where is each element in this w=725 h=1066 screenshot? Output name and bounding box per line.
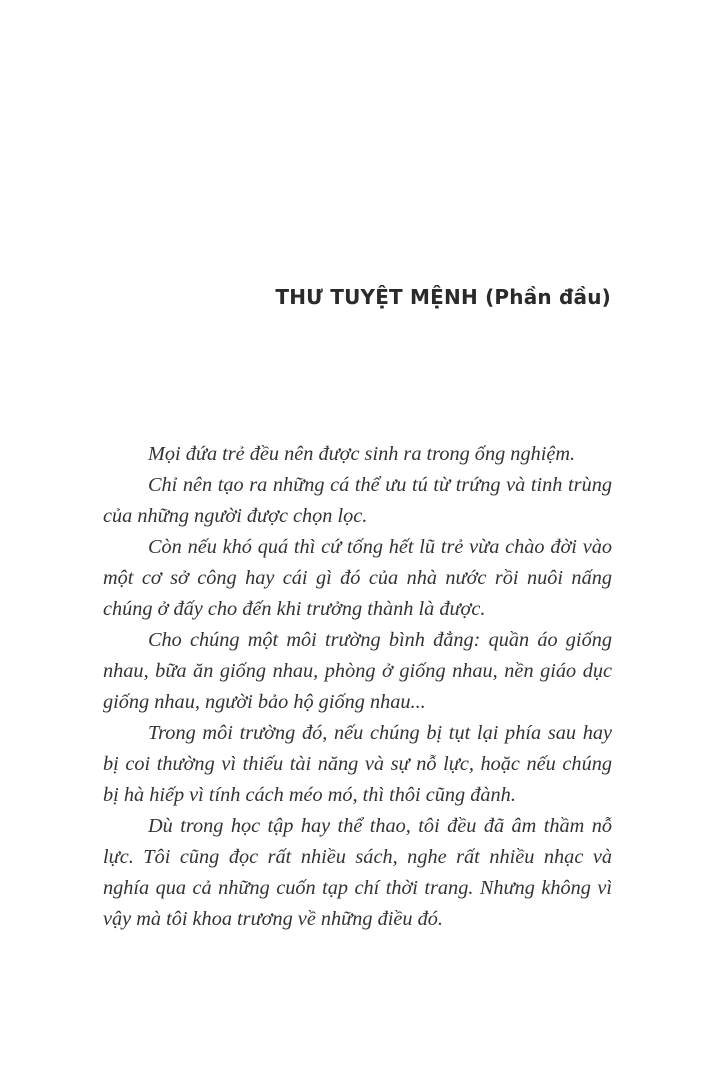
paragraph: Dù trong học tập hay thể thao, tôi đều đã âm thầm nỗ lực. Tôi cũng đọc rất nhiều sách, nghe rất nhiều nhạc và nghía qua cả những cuốn tạp chí thời trang. Nhưng không vì vậy mà tôi khoa trương về những điều đó. — [103, 815, 612, 930]
paragraph: Mọi đứa trẻ đều nên được sinh ra trong ống nghiệm. — [148, 443, 576, 465]
chapter-title: THƯ TUYỆT MỆNH (Phần đầu) — [275, 285, 611, 309]
body-text — [103, 439, 612, 935]
paragraph: Chỉ nên tạo ra những cá thể ưu tú từ trứng và tinh trùng của những người được chọn lọc. — [103, 474, 612, 527]
paragraph: Cho chúng một môi trường bình đẳng: quần áo giống nhau, bữa ăn giống nhau, phòng ở giống nhau, nền giáo dục giống nhau, người bảo hộ giống nhau... — [103, 629, 612, 713]
paragraph: Còn nếu khó quá thì cứ tống hết lũ trẻ vừa chào đời vào một cơ sở công hay cái gì đó của nhà nước rồi nuôi nấng chúng ở đấy cho đến khi trưởng thành là được. — [103, 536, 612, 620]
paragraph: Trong môi trường đó, nếu chúng bị tụt lại phía sau hay bị coi thường vì thiếu tài năng và sự nỗ lực, hoặc nếu chúng bị hà hiếp vì tính cách méo mó, thì thôi cũng đành. — [103, 722, 612, 806]
